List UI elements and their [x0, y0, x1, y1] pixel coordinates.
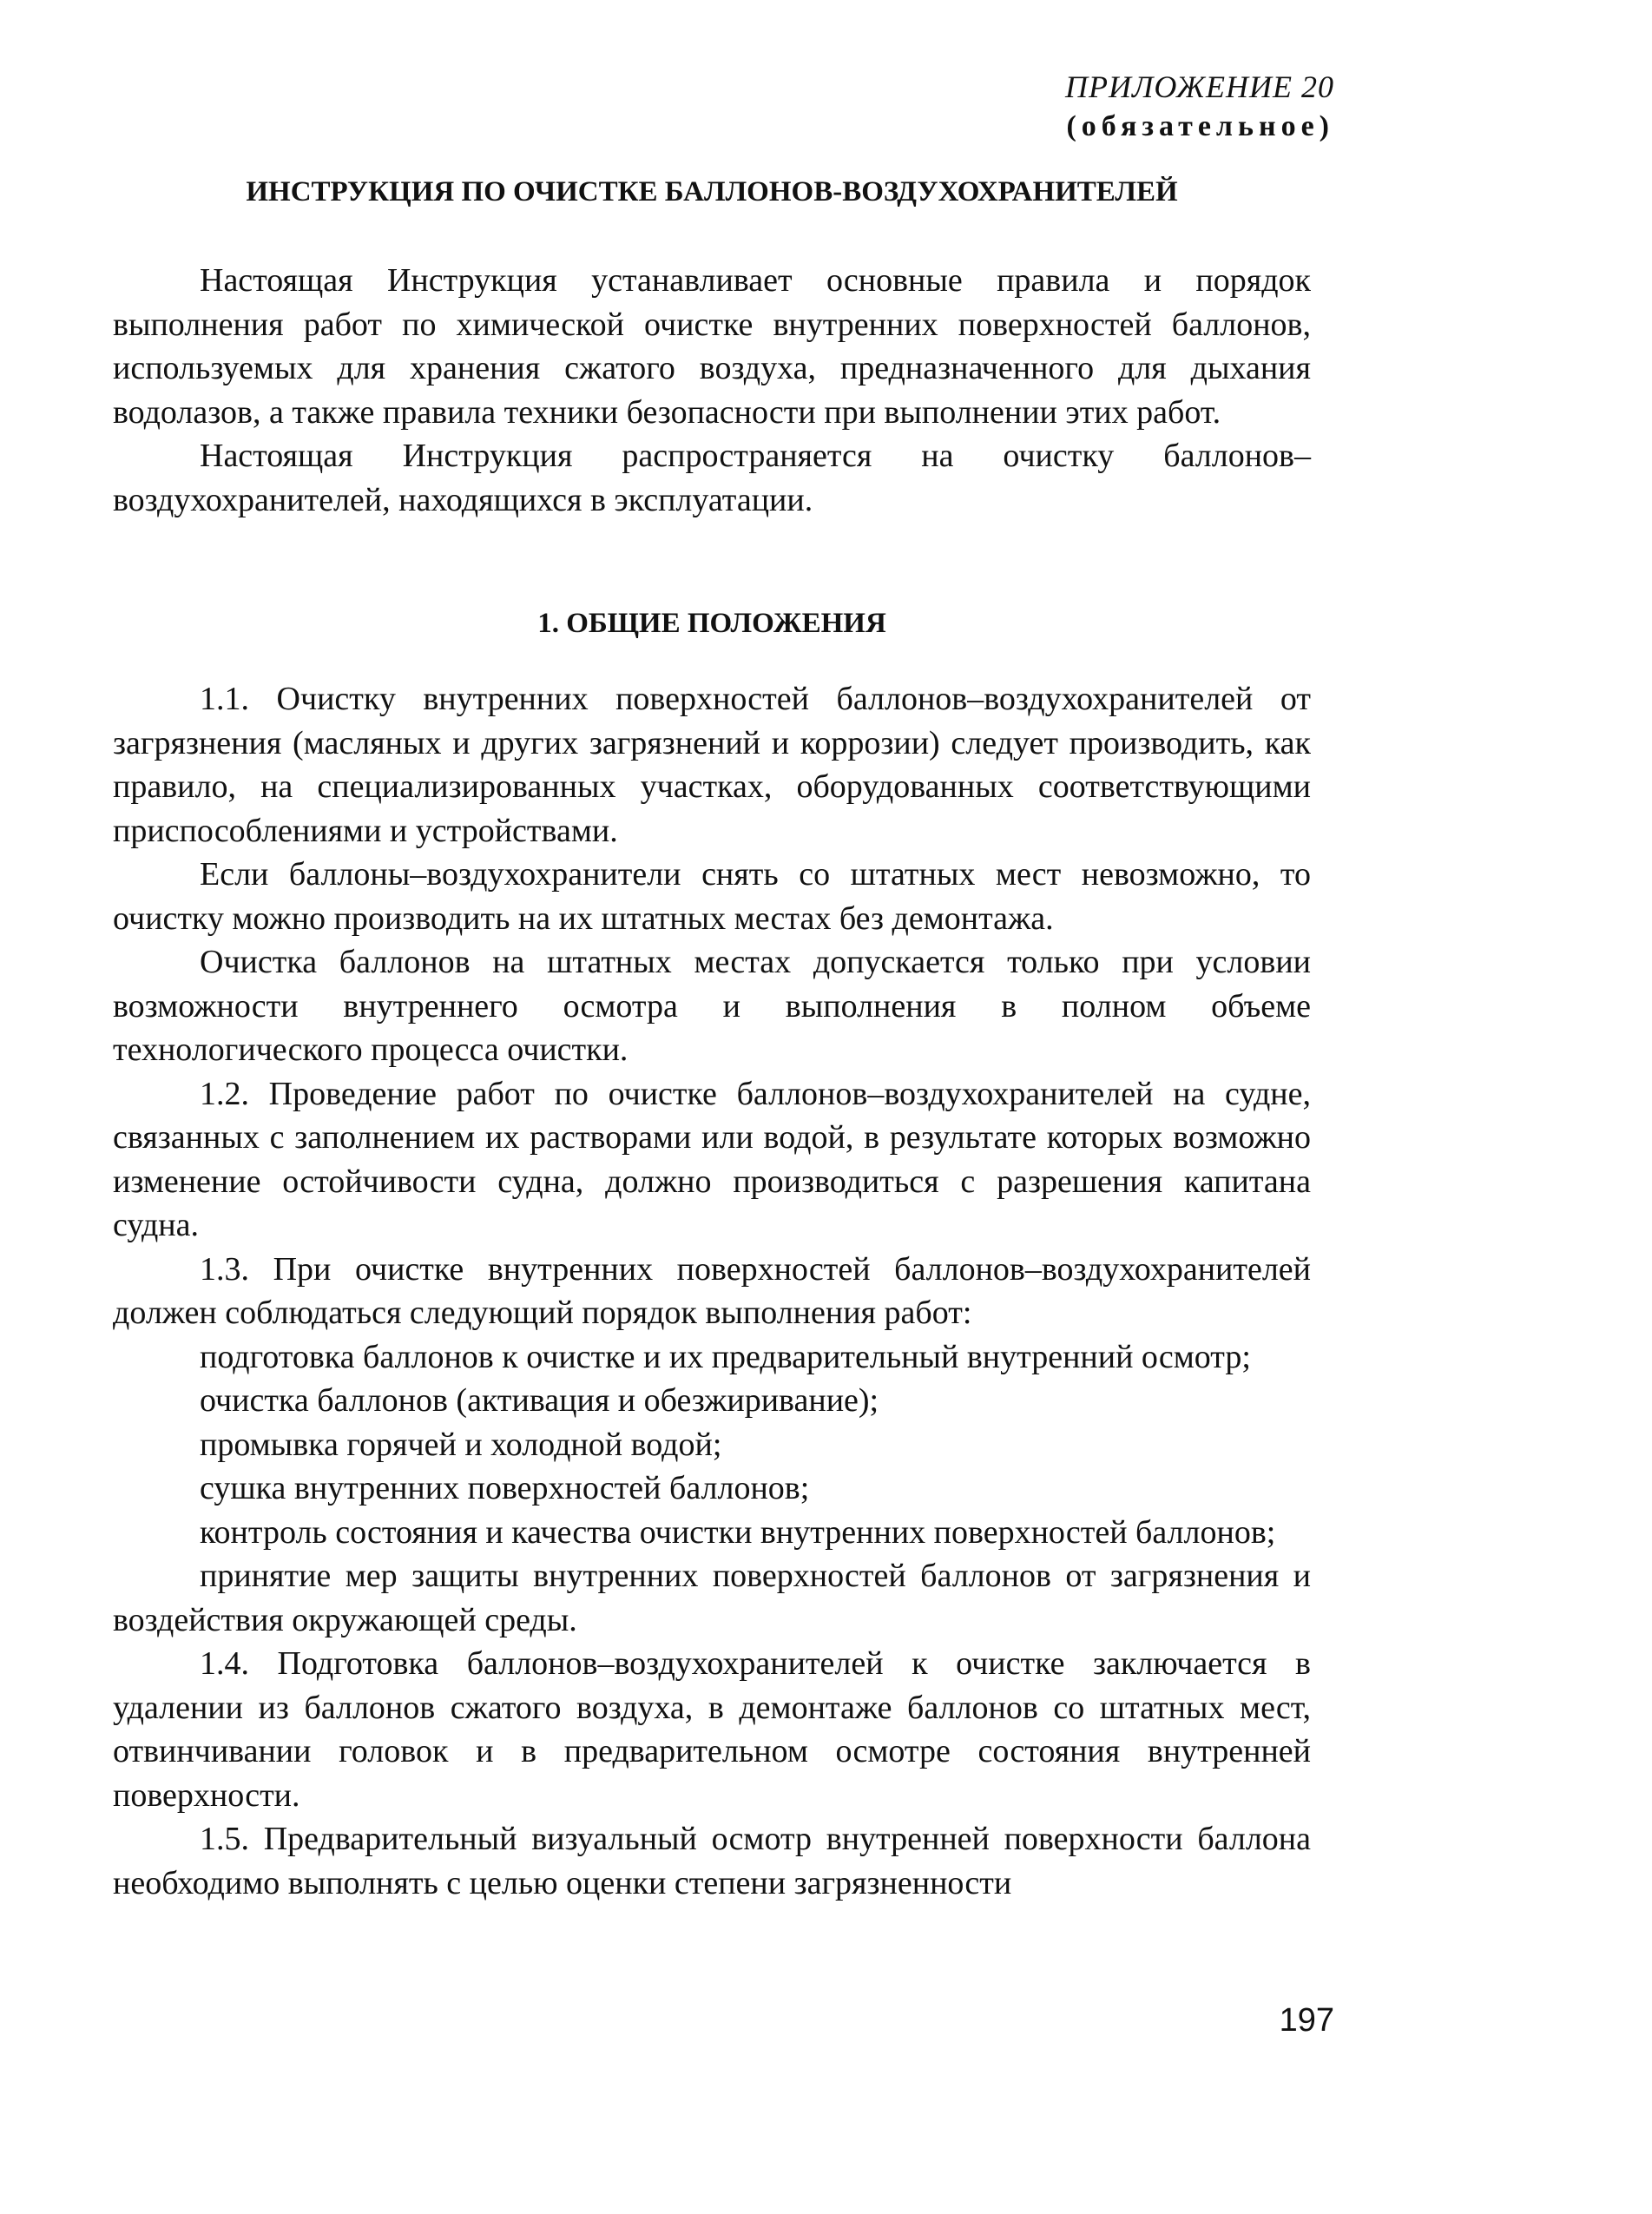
section-body: [113, 677, 1311, 1905]
paragraph-1-2: 1.2. Проведение работ по очистке баллонов–воздухохранителей на судне, связанных с заполнением их растворами или водой, в результате которых возможно изменение остойчивости судна, должно производиться с разрешения капитана судна.: [113, 1075, 1311, 1243]
appendix-status: (обязательное): [1066, 110, 1334, 142]
appendix-label: ПРИЛОЖЕНИЕ 20: [1065, 69, 1334, 104]
section-heading: 1. ОБЩИЕ ПОЛОЖЕНИЯ: [537, 608, 886, 639]
list-item-drying: сушка внутренних поверхностей баллонов;: [200, 1470, 810, 1506]
page-number: 197: [1279, 2002, 1334, 2039]
list-item-protection: принятие мер защиты внутренних поверхностей баллонов от загрязнения и воздействия окружающей среды.: [113, 1558, 1311, 1638]
paragraph-1-1: 1.1. Очистку внутренних поверхностей баллонов–воздухохранителей от загрязнения (масляных и других загрязнений и коррозии) следует производить, как правило, на специализированных участках, оборудованных соответствующими приспособлениями и устройствами.: [113, 681, 1311, 849]
list-item-preparation: подготовка баллонов к очистке и их предварительный внутренний осмотр;: [200, 1338, 1251, 1375]
paragraph-1-4: 1.4. Подготовка баллонов–воздухохранителей к очистке заключается в удалении из баллонов сжатого воздуха, в демонтаже баллонов со штатных мест, отвинчивании головок и в предварительном осмотре состояния внутренней поверхности.: [113, 1645, 1311, 1814]
list-item-inspection: контроль состояния и качества очистки внутренних поверхностей баллонов;: [200, 1513, 1276, 1551]
list-item-rinsing: промывка горячей и холодной водой;: [200, 1426, 722, 1463]
paragraph-1-1-note-b: Очистка баллонов на штатных местах допускается только при условии возможности внутреннего осмотра и выполнения в полном объеме технологического процесса очистки.: [113, 944, 1311, 1068]
intro-paragraph-2: Настоящая Инструкция распространяется на очистку баллонов–воздухохранителей, находящихся в эксплуатации.: [113, 438, 1311, 518]
intro-paragraph-1: Настоящая Инструкция устанавливает основные правила и порядок выполнения работ по химической очистке внутренних поверхностей баллонов, используемых для хранения сжатого воздуха, предназначенного для дыхания водолазов, а также правила техники безопасности при выполнении этих работ.: [113, 262, 1311, 431]
paragraph-1-5: 1.5. Предварительный визуальный осмотр внутренней поверхности баллона необходимо выполнять с целью оценки степени загрязненности: [113, 1821, 1311, 1901]
list-item-cleaning: очистка баллонов (активация и обезжиривание);: [200, 1382, 879, 1419]
document-title: ИНСТРУКЦИЯ ПО ОЧИСТКЕ БАЛЛОНОВ-ВОЗДУХОХРАНИТЕЛЕЙ: [246, 176, 1178, 208]
paragraph-1-3: 1.3. При очистке внутренних поверхностей баллонов–воздухохранителей должен соблюдаться следующий порядок выполнения работ:: [113, 1250, 1311, 1331]
paragraph-1-1-note-a: Если баллоны–воздухохранители снять со штатных мест невозможно, то очистку можно производить на их штатных местах без демонтажа.: [113, 856, 1311, 937]
intro-block: [113, 259, 1311, 522]
